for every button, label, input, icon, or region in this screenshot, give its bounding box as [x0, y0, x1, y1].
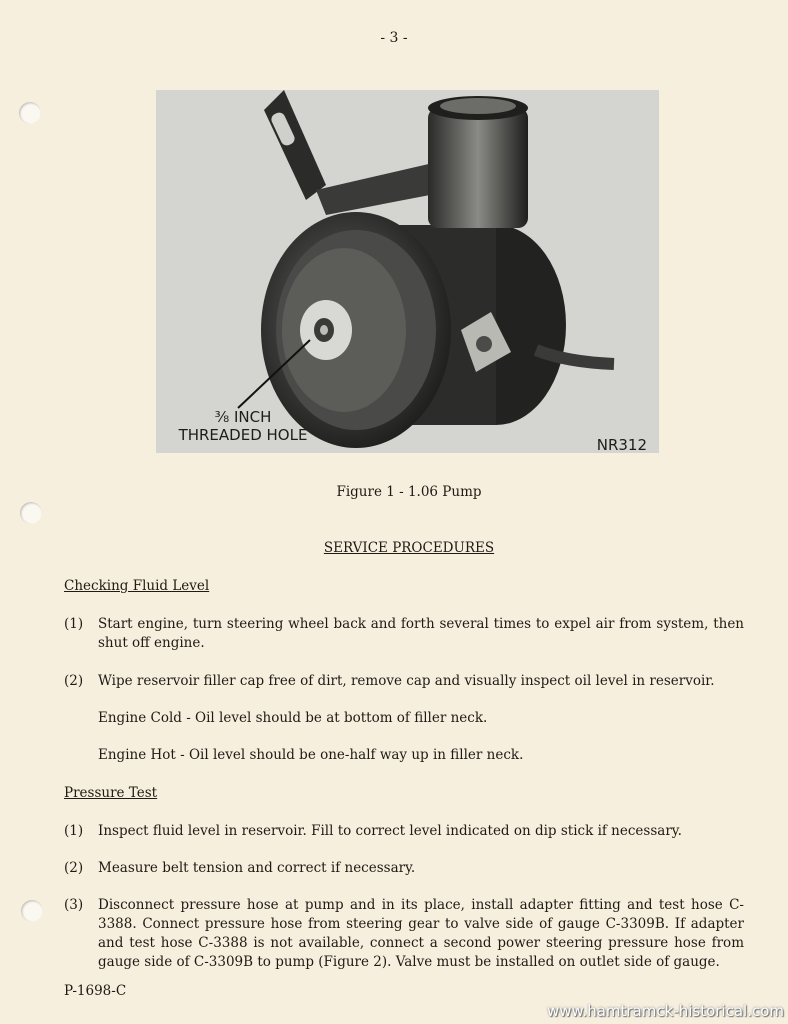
- step-number: (1): [64, 823, 84, 839]
- page-number: - 3 -: [380, 30, 408, 46]
- checking-fluid-level-heading: Checking Fluid Level: [64, 578, 210, 594]
- step-text: Inspect fluid level in reservoir. Fill to correct level indicated on dip stick if necessary.: [98, 823, 682, 839]
- step-text: Wipe reservoir filler cap free of dirt, remove cap and visually inspect oil level in reservoir.: [98, 673, 715, 689]
- step-number: (2): [64, 673, 84, 689]
- binder-hole-top: [19, 102, 41, 124]
- list-item: [64, 896, 744, 972]
- threaded-hole-callout: [168, 408, 318, 444]
- section-title: SERVICE PROCEDURES: [323, 540, 495, 556]
- pump-illustration: [156, 90, 659, 453]
- list-item: [64, 859, 744, 878]
- list-item: [64, 822, 744, 841]
- callout-line-1: ⅜ INCH: [214, 408, 272, 426]
- step-number: (2): [64, 860, 84, 876]
- watermark: www.hamtramck-historical.com: [547, 1002, 784, 1020]
- callout-line-2: THREADED HOLE: [178, 426, 308, 444]
- pump-photo: [156, 90, 659, 453]
- step-text: Measure belt tension and correct if necessary.: [98, 860, 416, 876]
- engine-cold-note: Engine Cold - Oil level should be at bottom of filler neck.: [98, 710, 488, 726]
- step-number: (3): [64, 897, 84, 913]
- binder-hole-middle: [20, 502, 42, 524]
- document-code: P-1698-C: [64, 983, 127, 999]
- engine-hot-note: Engine Hot - Oil level should be one-half way up in filler neck.: [98, 747, 524, 763]
- step-text: Disconnect pressure hose at pump and in its place, install adapter fitting and test hose C-3388. Connect pressure hose from steering gear to valve side of gauge C-3309B. If adapter and test hose C-3388 is not available, connect a second power steering pressure hose from gauge side of C-3309B to pump (Figure 2). Valve must be installed on outlet side of gauge.: [98, 897, 744, 970]
- pressure-test-heading: Pressure Test: [64, 785, 158, 801]
- figure-caption: Figure 1 - 1.06 Pump: [336, 484, 482, 500]
- step-text: Start engine, turn steering wheel back and forth several times to expel air from system, then shut off engine.: [98, 616, 744, 651]
- step-number: (1): [64, 616, 84, 632]
- list-item: [64, 615, 744, 653]
- figure-code: NR312: [596, 436, 647, 453]
- list-item: [64, 672, 744, 691]
- binder-hole-bottom: [21, 900, 43, 922]
